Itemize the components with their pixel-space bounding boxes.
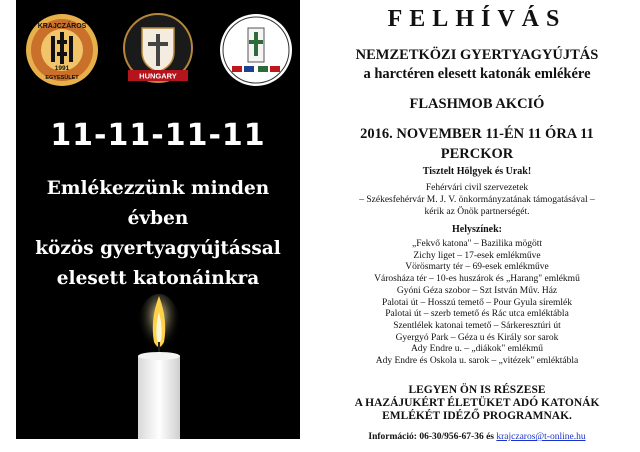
closing-line: EMLÉKÉT IDÉZŐ PROGRAMNAK. — [382, 410, 572, 422]
event-date-line: PERCKOR — [440, 146, 514, 162]
event-heading-subline: a harctéren elesett katonák emlékére — [363, 66, 591, 82]
location-item: Gyergyó Park – Géza u és Király sor sarok — [395, 332, 559, 343]
logo-top-text: KRAJCZÁROS — [37, 23, 87, 30]
krajczaros-badge-icon — [24, 12, 100, 88]
location-item: „Fekvő katona" – Bazilika mögött — [412, 239, 542, 249]
remembrance-line: Emlékezzünk minden évben — [46, 178, 270, 229]
page-title: FELHÍVÁS — [387, 6, 567, 32]
intro-text — [318, 182, 636, 218]
contact-email-link[interactable]: krajczaros@t-online.hu — [496, 432, 586, 442]
logo-bottom-text: EGYESÜLET — [45, 75, 79, 81]
location-item: Városháza tér – 10-es huszárok és „Harang" emlékmű — [374, 274, 580, 285]
remembrance-line: közös gyertyagyújtással — [35, 238, 281, 259]
event-heading — [318, 46, 636, 84]
remembrance-line: elesett katonáinkra — [56, 268, 260, 289]
location-item: Gyóni Géza szobor – Szt István Műv. Ház — [396, 285, 558, 296]
candle-icon — [124, 290, 194, 439]
location-item: Ady Endre u. – „diákok" emlékmű — [410, 344, 544, 355]
greeting: Tisztelt Hölgyek és Urak! — [422, 166, 532, 177]
closing-appeal — [318, 384, 636, 423]
location-item: Palotai út – szerb temető és Rác utca emléktábla — [385, 309, 569, 320]
hungary-label: HUNGARY — [139, 71, 177, 81]
closing-line: LEGYEN ÖN IS RÉSZESE — [408, 384, 546, 396]
event-date-line: 2016. NOVEMBER 11-ÉN 11 ÓRA 11 — [360, 126, 594, 142]
contact-info — [318, 432, 636, 442]
location-item: Ady Endre és Oskola u. sarok – „vitézek" emléktábla — [375, 356, 579, 367]
logo-year: 1991 — [54, 65, 70, 72]
closing-line: A HAZÁJUKÉRT ÉLETÜKET ADÓ KATONÁK — [354, 397, 600, 409]
hungarian-crest-icon — [120, 12, 196, 88]
location-item: Szentlélek katonai temető – Sárkeresztúri út — [393, 320, 561, 331]
international-group-badge-icon — [218, 12, 294, 88]
intro-line: – Székesfehérvár M. J. V. önkormányzatának támogatásával – — [359, 195, 595, 205]
location-item: Zichy liget – 17-esek emlékműve — [413, 250, 541, 261]
locations-list — [318, 239, 636, 368]
intro-line: Fehérvári civil szervezetek — [425, 183, 529, 193]
locations-heading: Helyszínek: — [452, 224, 502, 235]
event-date — [318, 124, 636, 164]
poster-left-panel — [16, 0, 300, 439]
contact-label: Információ: 06-30/956-67-36 és — [368, 432, 494, 442]
location-item: Vörösmarty tér – 69-esek emlékműve — [405, 262, 549, 273]
location-item: Palotai út – Hosszú temető – Pour Gyula síremlék — [382, 297, 572, 308]
date-line-11-11-11-11: 11-11-11-11 — [50, 118, 266, 153]
intro-line: kérik az Önök partnerségét. — [424, 207, 530, 217]
event-heading-line: NEMZETKÖZI GYERTYAGYÚJTÁS — [355, 47, 599, 63]
remembrance-text — [16, 174, 300, 294]
flashmob-title: FLASHMOB AKCIÓ — [409, 96, 545, 112]
